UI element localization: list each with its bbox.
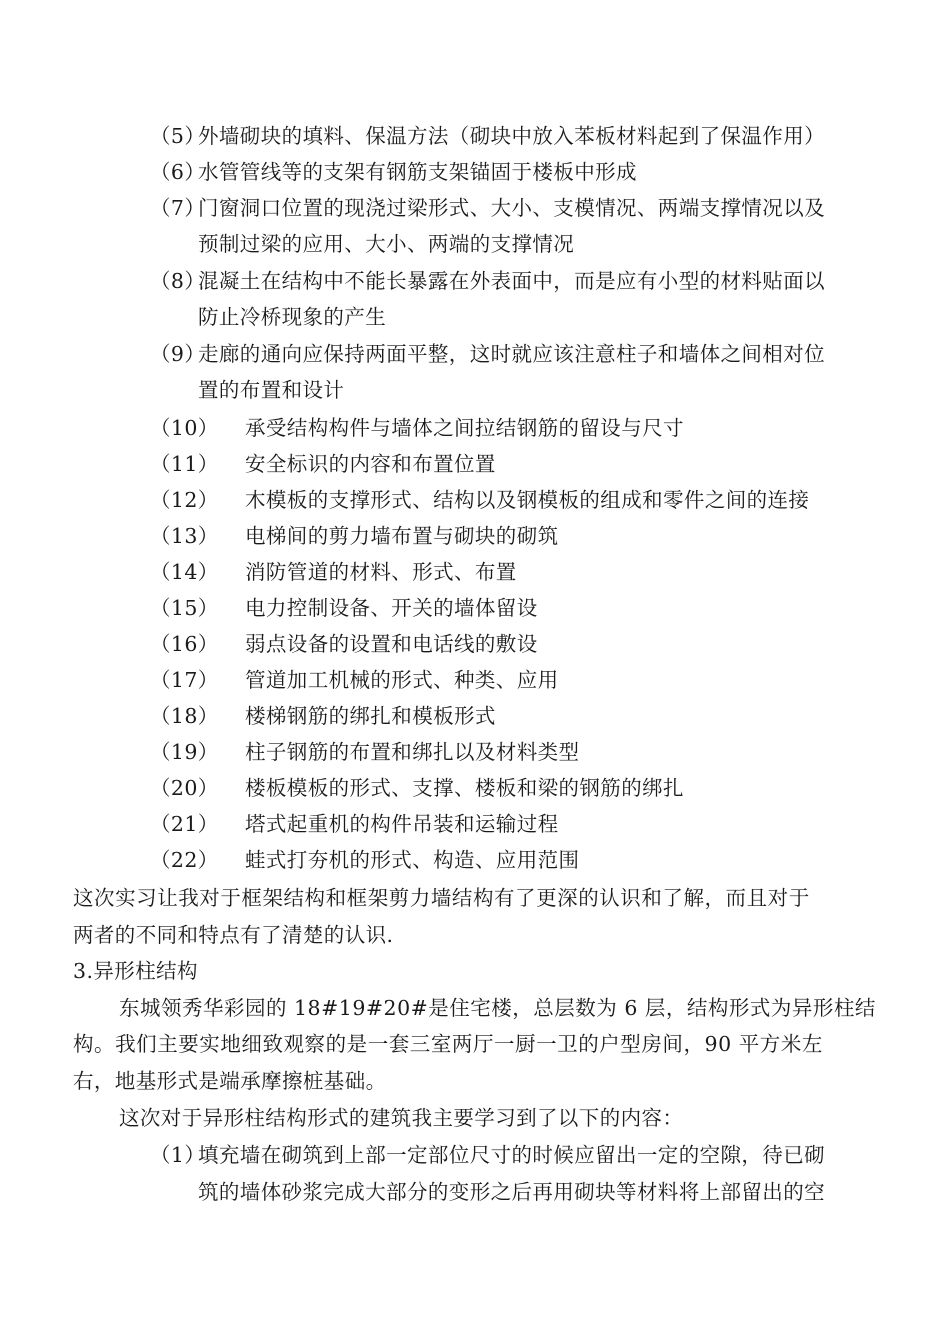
list-item-number: （12） <box>150 488 219 512</box>
list-item-text: 门窗洞口位置的现浇过梁形式、大小、支模情况、两端支撑情况以及 <box>198 196 825 220</box>
list-item-8-continuation: 防止冷桥现象的产生 <box>198 305 387 329</box>
list-item-text: 木模板的支撑形式、结构以及钢模板的组成和零件之间的连接 <box>245 488 810 512</box>
paragraph-line: 东城领秀华彩园的 18#19#20#是住宅楼，总层数为 6 层，结构形式为异形柱结 <box>119 996 876 1020</box>
list-item-number: （9） <box>150 342 206 366</box>
list-item-text: 塔式起重机的构件吊装和运输过程 <box>245 812 559 836</box>
list-item-text: 弱点设备的设置和电话线的敷设 <box>245 632 538 656</box>
list-item-text: 楼梯钢筋的绑扎和模板形式 <box>245 704 496 728</box>
list-item-text: 外墙砌块的填料、保温方法（砌块中放入苯板材料起到了保温作用） <box>198 124 825 148</box>
paragraph-line: 这次对于异形柱结构形式的建筑我主要学习到了以下的内容： <box>119 1106 684 1130</box>
list-item-text: 承受结构构件与墙体之间拉结钢筋的留设与尺寸 <box>245 416 684 440</box>
list-item-number: （20） <box>150 776 219 800</box>
section-heading: 3.异形柱结构 <box>73 959 198 983</box>
list-item-text: 走廊的通向应保持两面平整，这时就应该注意柱子和墙体之间相对位 <box>198 342 825 366</box>
list-item-number: （10） <box>150 416 219 440</box>
list-item-number: （16） <box>150 632 219 656</box>
list-item-number: （1） <box>150 1143 206 1167</box>
list-item-text: 蛙式打夯机的形式、构造、应用范围 <box>245 848 580 872</box>
list-item-text: 柱子钢筋的布置和绑扎以及材料类型 <box>245 740 580 764</box>
list-item-number: （18） <box>150 704 219 728</box>
list-item-text: 楼板模板的形式、支撑、楼板和梁的钢筋的绑扎 <box>245 776 684 800</box>
list-item-number: （22） <box>150 848 219 872</box>
list-item-text: 管道加工机械的形式、种类、应用 <box>245 668 559 692</box>
list-item-number: （19） <box>150 740 219 764</box>
list-item-9-continuation: 置的布置和设计 <box>198 378 345 402</box>
list-item-7-continuation: 预制过梁的应用、大小、两端的支撑情况 <box>198 232 575 256</box>
list-item-text: 混凝土在结构中不能长暴露在外表面中，而是应有小型的材料贴面以 <box>198 269 825 293</box>
list-item-text: 水管管线等的支架有钢筋支架锚固于楼板中形成 <box>198 160 637 184</box>
list-item-number: （17） <box>150 668 219 692</box>
summary-line-2: 两者的不同和特点有了清楚的认识. <box>73 923 394 947</box>
list-item-number: （5） <box>150 124 206 148</box>
list-item-number: （21） <box>150 812 219 836</box>
list-item-number: （11） <box>150 452 219 476</box>
list-item-number: （8） <box>150 269 206 293</box>
list-item-1-continuation: 筑的墙体砂浆完成大部分的变形之后再用砌块等材料将上部留出的空 <box>198 1180 825 1204</box>
summary-line-1: 这次实习让我对于框架结构和框架剪力墙结构有了更深的认识和了解，而且对于 <box>73 886 810 910</box>
list-item-text: 电梯间的剪力墙布置与砌块的砌筑 <box>245 524 559 548</box>
list-item-number: （13） <box>150 524 219 548</box>
paragraph-line: 构。我们主要实地细致观察的是一套三室两厅一厨一卫的户型房间，90 平方米左 <box>73 1032 823 1056</box>
paragraph-line: 右，地基形式是端承摩擦桩基础。 <box>73 1069 387 1093</box>
list-item-text: 消防管道的材料、形式、布置 <box>245 560 517 584</box>
list-item-number: （14） <box>150 560 219 584</box>
list-item-number: （6） <box>150 160 206 184</box>
list-item-text: 电力控制设备、开关的墙体留设 <box>245 596 538 620</box>
list-item-number: （7） <box>150 196 206 220</box>
list-item-text: 填充墙在砌筑到上部一定部位尺寸的时候应留出一定的空隙，待已砌 <box>198 1143 825 1167</box>
list-item-text: 安全标识的内容和布置位置 <box>245 452 496 476</box>
list-item-number: （15） <box>150 596 219 620</box>
